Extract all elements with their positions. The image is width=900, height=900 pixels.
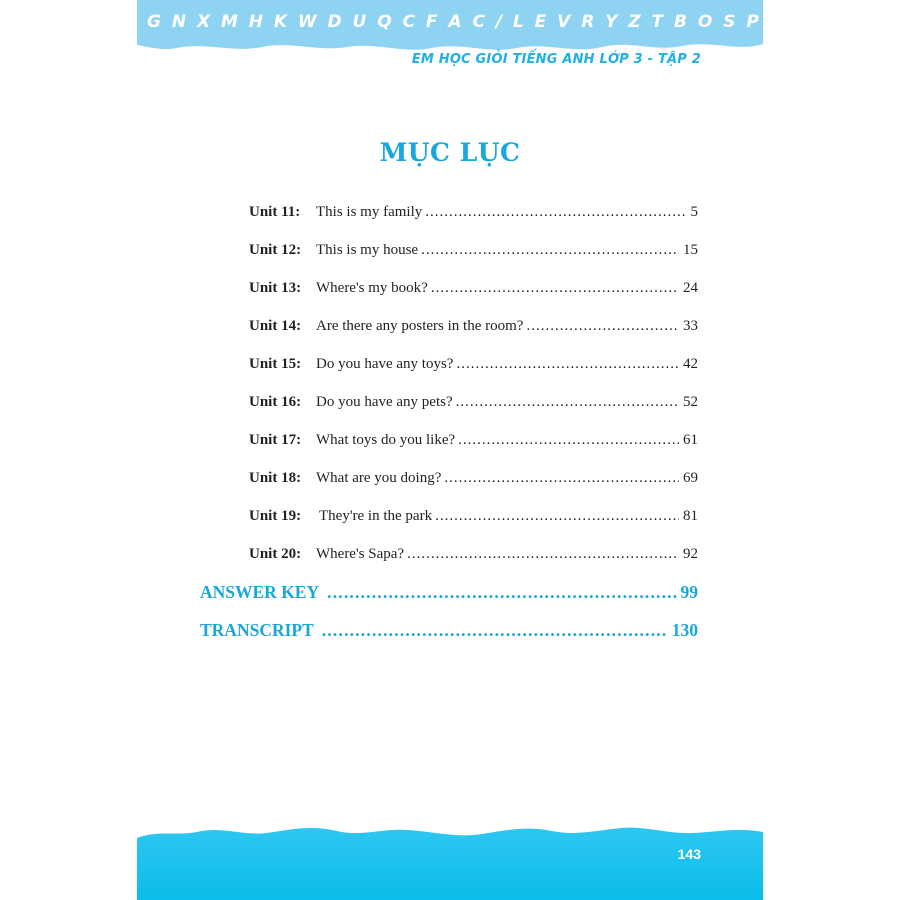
toc-row-unit-14[interactable] — [249, 318, 698, 356]
toc-unit-title: This is my family — [316, 204, 423, 220]
toc-unit-title: They're in the park — [319, 508, 433, 524]
toc-unit-number: Unit 13: — [249, 280, 302, 296]
toc-page-number: 15 — [683, 242, 698, 258]
decorative-letter: / — [495, 12, 503, 32]
toc-row-unit-16[interactable] — [249, 394, 698, 432]
decorative-letter: A — [448, 12, 462, 32]
decorative-letter: S — [723, 12, 736, 32]
toc-unit-number: Unit 18: — [249, 470, 302, 486]
dot-leader — [458, 432, 679, 449]
toc-row-transcript[interactable] — [200, 620, 698, 658]
toc-section-title: ANSWER KEY — [200, 582, 320, 602]
dot-leader — [435, 508, 679, 525]
toc-unit-title: What toys do you like? — [316, 432, 456, 448]
toc-row-unit-20[interactable] — [249, 546, 698, 584]
toc-heading: MỤC LỤC — [379, 138, 521, 167]
toc-unit-number: Unit 12: — [249, 242, 302, 258]
dot-leader — [322, 620, 668, 641]
decorative-letter: R — [581, 12, 595, 32]
dot-leader — [456, 394, 679, 411]
toc-row-unit-18[interactable] — [249, 470, 698, 508]
toc-unit-title: Are there any posters in the room? — [316, 318, 524, 334]
toc-page-number: 24 — [683, 280, 698, 296]
decorative-letter: X — [196, 12, 211, 32]
dot-leader — [421, 242, 679, 259]
dot-leader — [431, 280, 679, 297]
dot-leader — [444, 470, 679, 487]
toc-unit-title: Do you have any toys? — [316, 356, 454, 372]
toc-page-number: 61 — [683, 432, 698, 448]
decorative-letter: E — [534, 12, 547, 32]
toc-unit-title: What are you doing? — [316, 470, 442, 486]
decorative-letter: Y — [605, 12, 618, 32]
toc-row-unit-11[interactable] — [249, 204, 698, 242]
toc-unit-number: Unit 11: — [249, 204, 301, 220]
toc-back-matter-list — [200, 582, 698, 658]
toc-unit-title: Where's Sapa? — [316, 546, 405, 562]
book-title: EM HỌC GIỎI TIẾNG ANH LỚP 3 - TẬP 2 — [411, 52, 701, 67]
decorative-letter: K — [273, 12, 288, 32]
decorative-letter: U — [352, 12, 367, 32]
toc-row-unit-17[interactable] — [249, 432, 698, 470]
dot-leader — [526, 318, 679, 335]
decorative-letter: H — [248, 12, 263, 32]
toc-page-number: 33 — [683, 318, 698, 334]
bottom-wave-band — [137, 822, 763, 900]
toc-row-unit-12[interactable] — [249, 242, 698, 280]
toc-unit-number: Unit 19: — [249, 508, 302, 524]
decorative-letter-strip — [137, 12, 763, 42]
decorative-letter: D — [327, 12, 342, 32]
decorative-letter: F — [425, 12, 438, 32]
dot-leader — [327, 582, 676, 603]
toc-unit-number: Unit 16: — [249, 394, 302, 410]
book-page — [137, 0, 763, 900]
decorative-letter: L — [512, 12, 524, 32]
dot-leader — [456, 356, 679, 373]
decorative-letter: N — [171, 12, 187, 32]
toc-row-unit-19[interactable] — [249, 508, 698, 546]
decorative-letter: V — [557, 12, 571, 32]
toc-unit-number: Unit 15: — [249, 356, 302, 372]
toc-row-answer-key[interactable] — [200, 582, 698, 620]
page-number: 143 — [677, 846, 701, 862]
toc-unit-title: Do you have any pets? — [316, 394, 453, 410]
dot-leader — [407, 546, 679, 563]
decorative-letter: C — [472, 12, 485, 32]
decorative-letter: M — [220, 12, 238, 32]
toc-page-number: 42 — [683, 356, 698, 372]
toc-unit-number: Unit 14: — [249, 318, 302, 334]
toc-page-number: 81 — [683, 508, 698, 524]
toc-row-unit-13[interactable] — [249, 280, 698, 318]
dot-leader — [425, 204, 686, 221]
toc-unit-title: Where's my book? — [316, 280, 428, 296]
toc-page-number: 52 — [683, 394, 698, 410]
toc-unit-list — [249, 204, 698, 584]
decorative-letter: P — [746, 12, 759, 32]
decorative-letter: T — [651, 12, 664, 32]
decorative-letter: O — [697, 12, 713, 32]
toc-page-number: 99 — [680, 582, 698, 602]
toc-section-title: TRANSCRIPT — [200, 620, 314, 640]
decorative-letter: Z — [628, 12, 641, 32]
decorative-letter: W — [297, 12, 317, 32]
toc-unit-number: Unit 17: — [249, 432, 302, 448]
decorative-letter: G — [147, 12, 161, 32]
decorative-letter: C — [402, 12, 416, 32]
toc-page-number: 92 — [683, 546, 698, 562]
toc-page-number: 69 — [683, 470, 698, 486]
toc-row-unit-15[interactable] — [249, 356, 698, 394]
toc-unit-title: This is my house — [316, 242, 419, 258]
decorative-letter: B — [674, 12, 687, 32]
toc-unit-number: Unit 20: — [249, 546, 302, 562]
toc-page-number: 130 — [671, 620, 698, 640]
toc-page-number: 5 — [690, 204, 698, 220]
decorative-letter: Q — [377, 12, 392, 32]
